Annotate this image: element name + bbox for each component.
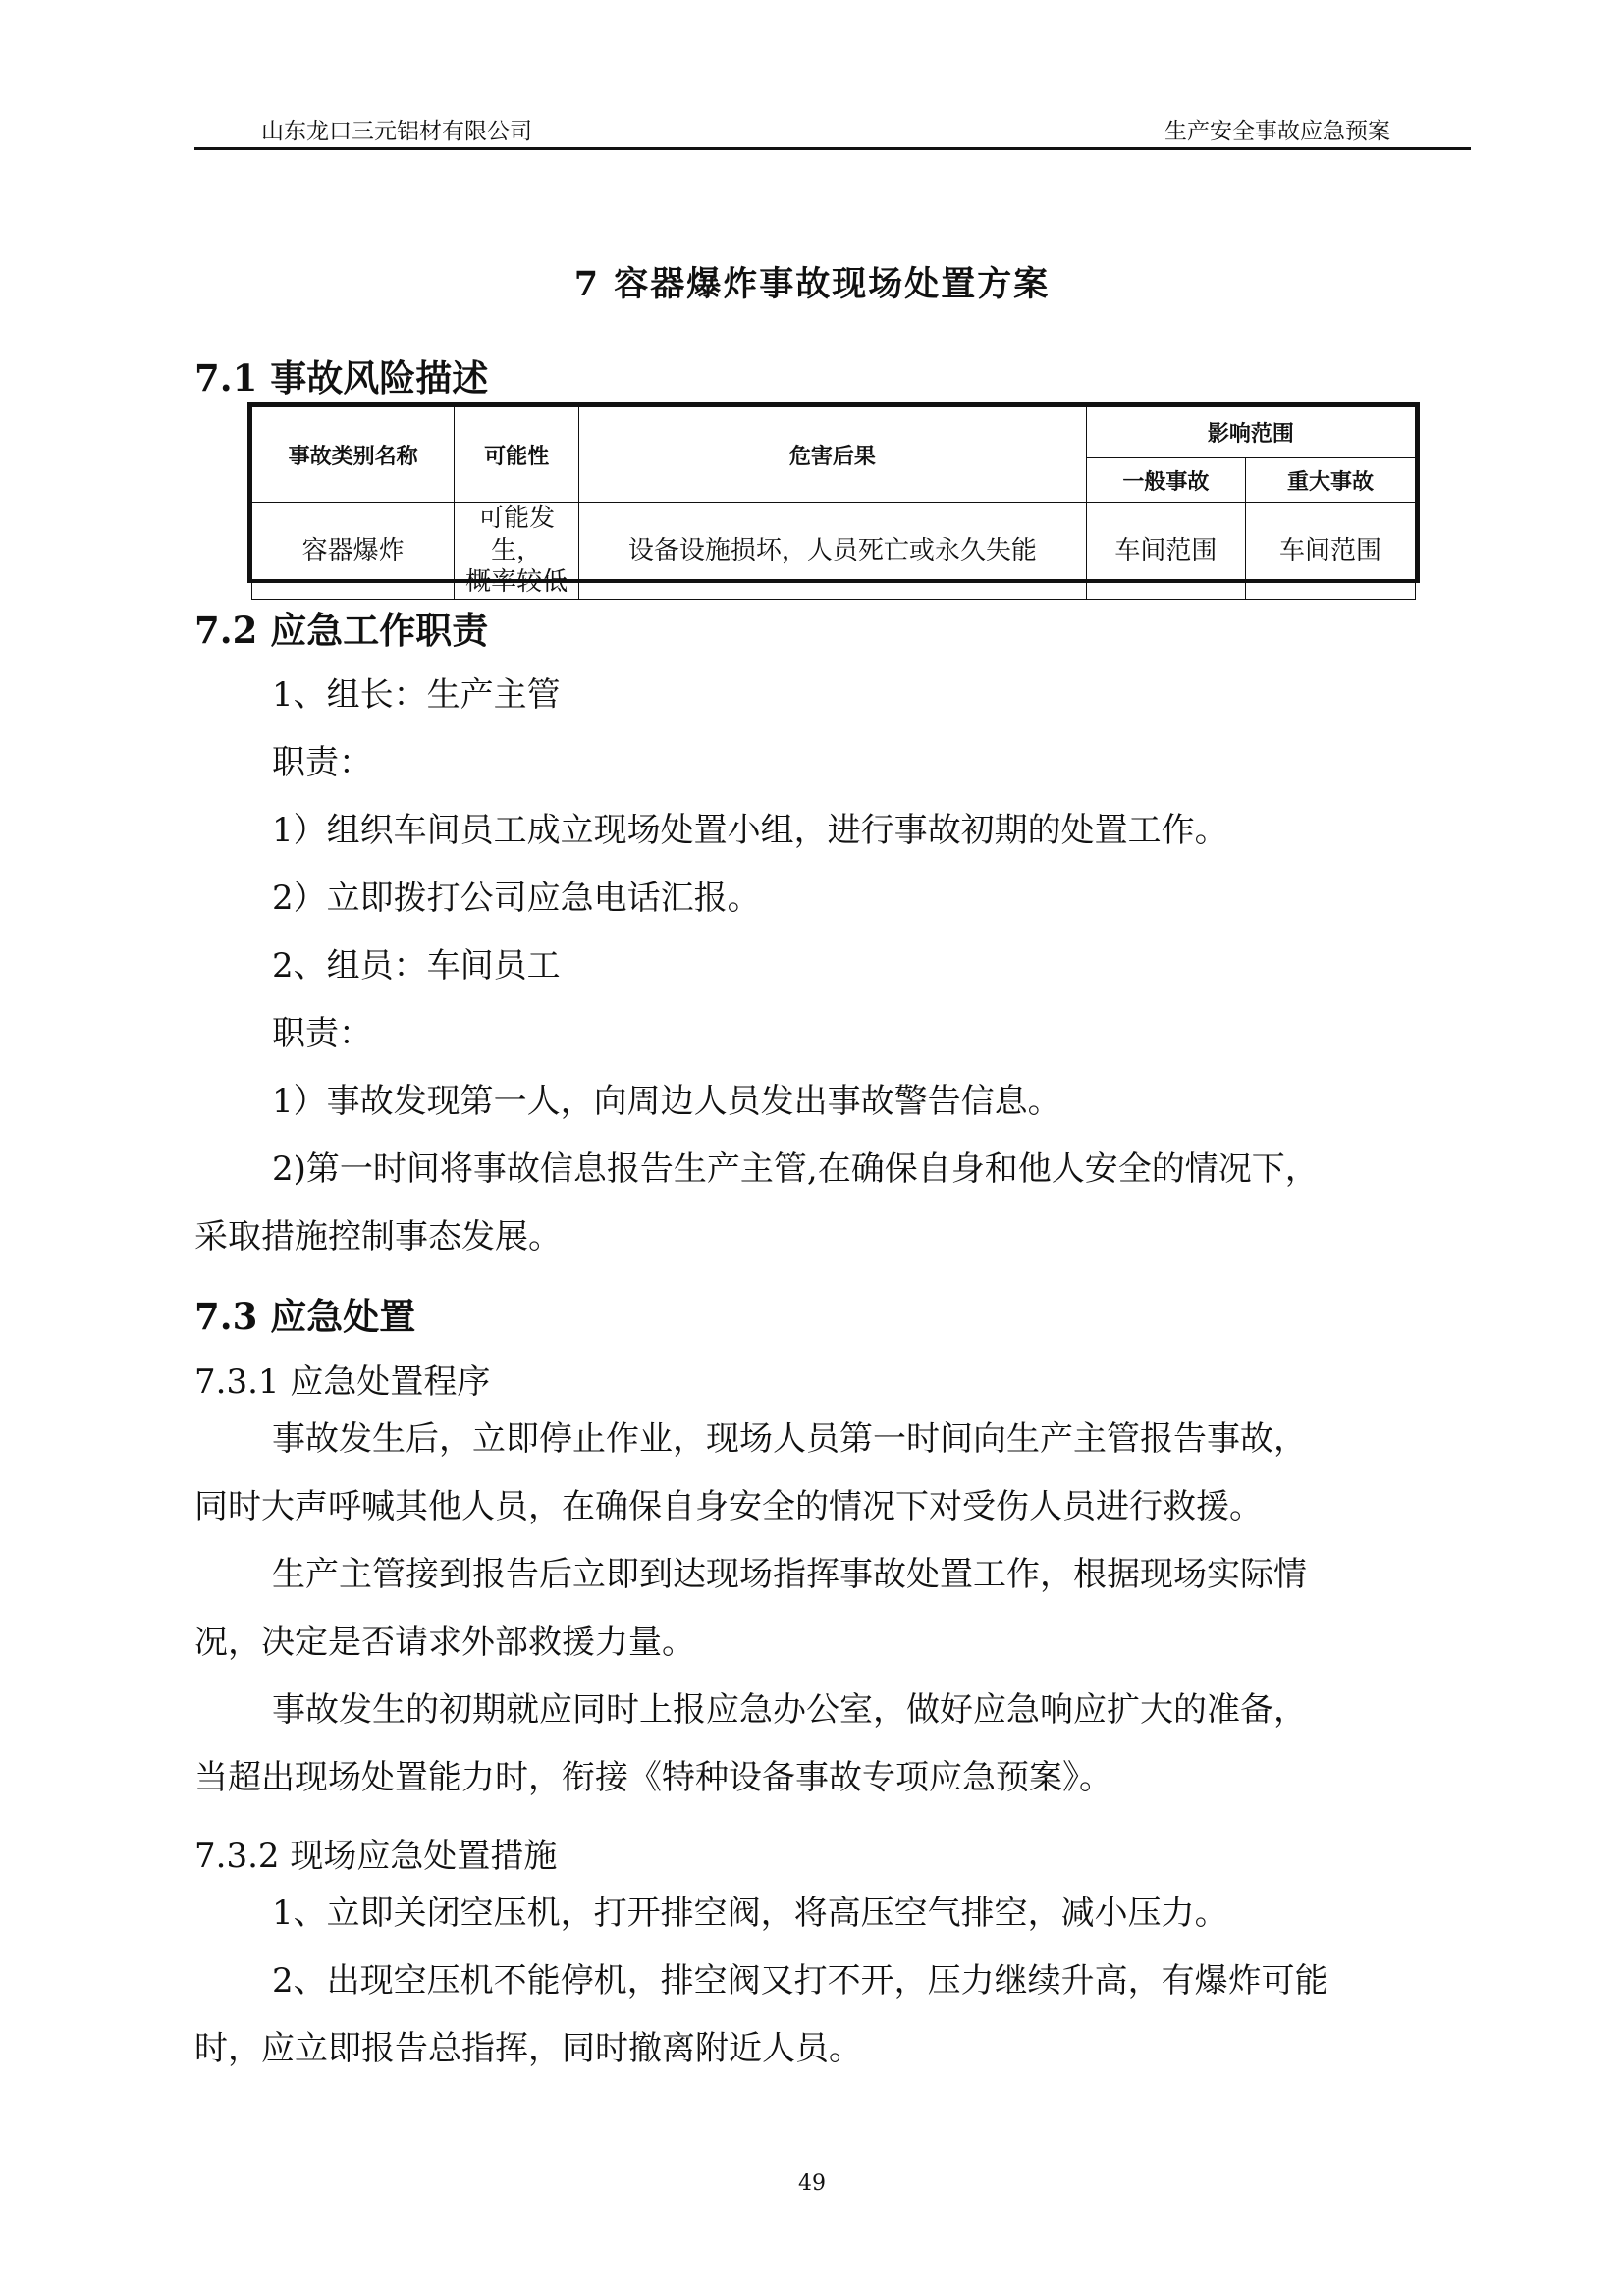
col-header-scope: 影响范围	[1086, 407, 1415, 458]
section-7-3-1-heading: 7.3.1 应急处置程序	[194, 1362, 491, 1402]
member-duty-2-line1: 2)第一时间将事故信息报告生产主管,在确保自身和他人安全的情况下，	[272, 1149, 1319, 1189]
procedure-p2-line1: 生产主管接到报告后立即到达现场指挥事故处置工作，根据现场实际情	[272, 1555, 1307, 1594]
leader-line: 1、组长：生产主管	[272, 675, 561, 715]
duty-label-member: 职责：	[272, 1014, 372, 1053]
procedure-p3-line1: 事故发生的初期就应同时上报应急办公室，做好应急响应扩大的准备，	[272, 1690, 1307, 1730]
col-header-harm: 危害后果	[579, 407, 1086, 503]
measure-2-line2: 时，应立即报告总指挥，同时撤离附近人员。	[194, 2029, 862, 2068]
page-number: 49	[798, 2171, 826, 2196]
col-header-general: 一般事故	[1086, 458, 1245, 503]
leader-duty-2: 2）立即拨打公司应急电话汇报。	[272, 879, 761, 918]
table-row	[252, 503, 1416, 600]
cell-harm: 设备设施损坏，人员死亡或永久失能	[579, 503, 1086, 600]
header-rule	[194, 147, 1471, 150]
header-doc-title: 生产安全事故应急预案	[1164, 119, 1390, 144]
duty-label-leader: 职责：	[272, 743, 372, 782]
cell-possibility-line1: 可能发生，	[478, 504, 556, 565]
header-company: 山东龙口三元铝材有限公司	[261, 119, 532, 144]
member-duty-1: 1）事故发现第一人，向周边人员发出事故警告信息。	[272, 1082, 1061, 1121]
section-7-2-heading: 7.2 应急工作职责	[194, 609, 489, 652]
procedure-p1-line2: 同时大声呼喊其他人员，在确保自身安全的情况下对受伤人员进行救援。	[194, 1487, 1263, 1526]
section-7-3-heading: 7.3 应急处置	[194, 1295, 416, 1338]
procedure-p2-line2: 况，决定是否请求外部救援力量。	[194, 1623, 695, 1662]
cell-general: 车间范围	[1086, 503, 1245, 600]
procedure-p1-line1: 事故发生后，立即停止作业，现场人员第一时间向生产主管报告事故，	[272, 1419, 1307, 1459]
member-line: 2、组员：车间员工	[272, 946, 561, 986]
cell-possibility-line2: 概率较低	[465, 567, 568, 597]
risk-table	[247, 402, 1420, 597]
measure-1: 1、立即关闭空压机，打开排空阀，将高压空气排空，减小压力。	[272, 1894, 1228, 1933]
chapter-title: 7 容器爆炸事故现场处置方案	[573, 264, 1051, 304]
section-7-3-2-heading: 7.3.2 现场应急处置措施	[194, 1837, 558, 1876]
leader-duty-1: 1）组织车间员工成立现场处置小组，进行事故初期的处置工作。	[272, 811, 1228, 850]
procedure-p3-line2: 当超出现场处置能力时，衔接《特种设备事故专项应急预案》。	[194, 1758, 1112, 1797]
col-header-name: 事故类别名称	[252, 407, 455, 503]
col-header-major: 重大事故	[1246, 458, 1416, 503]
col-header-possibility: 可能性	[455, 407, 579, 503]
member-duty-2-line2: 采取措施控制事态发展。	[194, 1217, 562, 1256]
measure-2-line1: 2、出现空压机不能停机，排空阀又打不开，压力继续升高，有爆炸可能	[272, 1961, 1328, 2001]
cell-possibility	[455, 503, 579, 600]
cell-name: 容器爆炸	[252, 503, 455, 600]
section-7-1-heading: 7.1 事故风险描述	[194, 356, 489, 400]
cell-major: 车间范围	[1246, 503, 1416, 600]
